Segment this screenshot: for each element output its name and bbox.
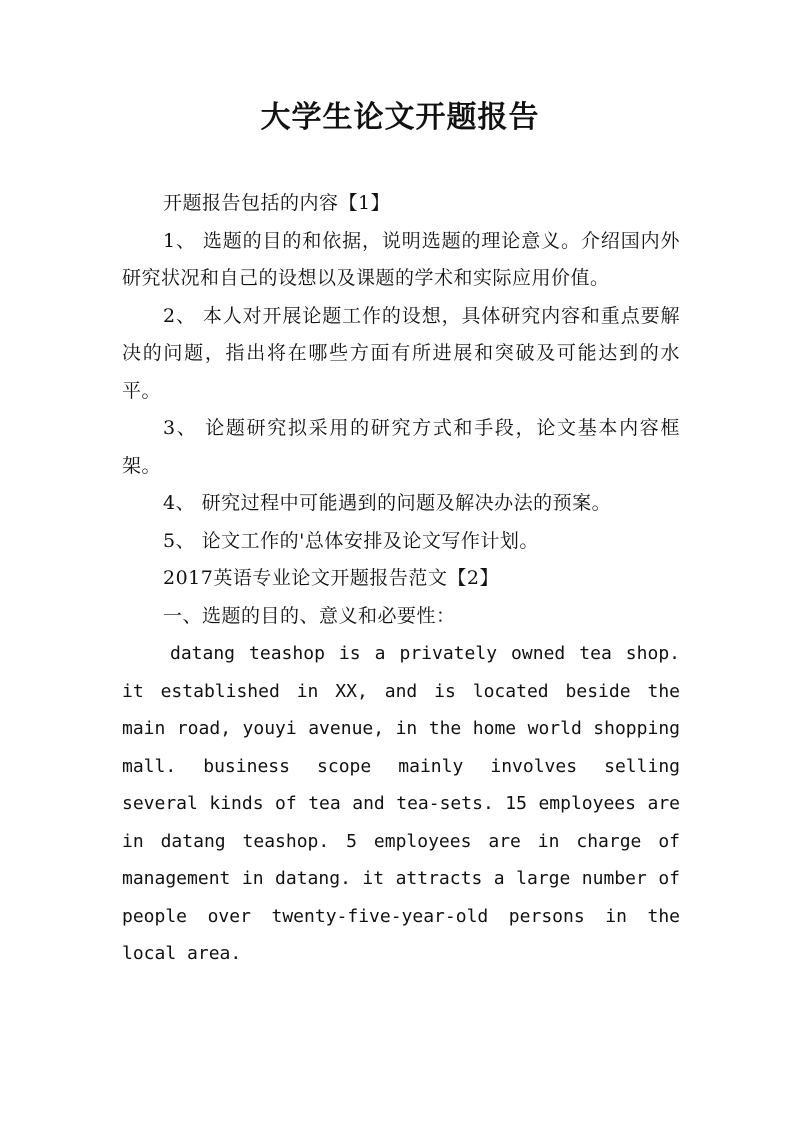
paragraph-contents-heading: 开题报告包括的内容【1】 bbox=[163, 192, 391, 214]
paragraph-section-heading: 一、选题的目的、意义和必要性： bbox=[163, 604, 456, 627]
paragraph-item-1: 1、 选题的目的和依据，说明选题的理论意义。介绍国内外研究状况和自己的设想以及课题的学术和实际应用价值。 bbox=[122, 229, 680, 289]
paragraph-item-2: 2、 本人对开展论题工作的设想，具体研究内容和重点要解决的问题，指出将在哪些方面有所进展和突破及可能达到的水平。 bbox=[122, 304, 680, 402]
document-body bbox=[122, 185, 680, 973]
paragraph-english-body: datang teashop is a privately owned tea shop. it established in XX, and is located beside the main road, youyi avenue, in the home world shopping mall. business scope mainly involves selling several kinds of tea and tea-sets. 15 employees are in datang teashop. 5 employees are in charge of management in datang. it attracts a large number of people over twenty-five-year-old persons in the local area. bbox=[122, 643, 680, 964]
document-title: 大学生论文开题报告 bbox=[260, 100, 540, 135]
paragraph-item-3: 3、 论题研究拟采用的研究方式和手段，论文基本内容框架。 bbox=[122, 417, 680, 477]
paragraph-sample-heading: 2017英语专业论文开题报告范文【2】 bbox=[163, 567, 499, 589]
paragraph-item-4: 4、 研究过程中可能遇到的问题及解决办法的预案。 bbox=[163, 492, 612, 514]
paragraph-item-5: 5、 论文工作的'总体安排及论文写作计划。 bbox=[163, 529, 539, 552]
